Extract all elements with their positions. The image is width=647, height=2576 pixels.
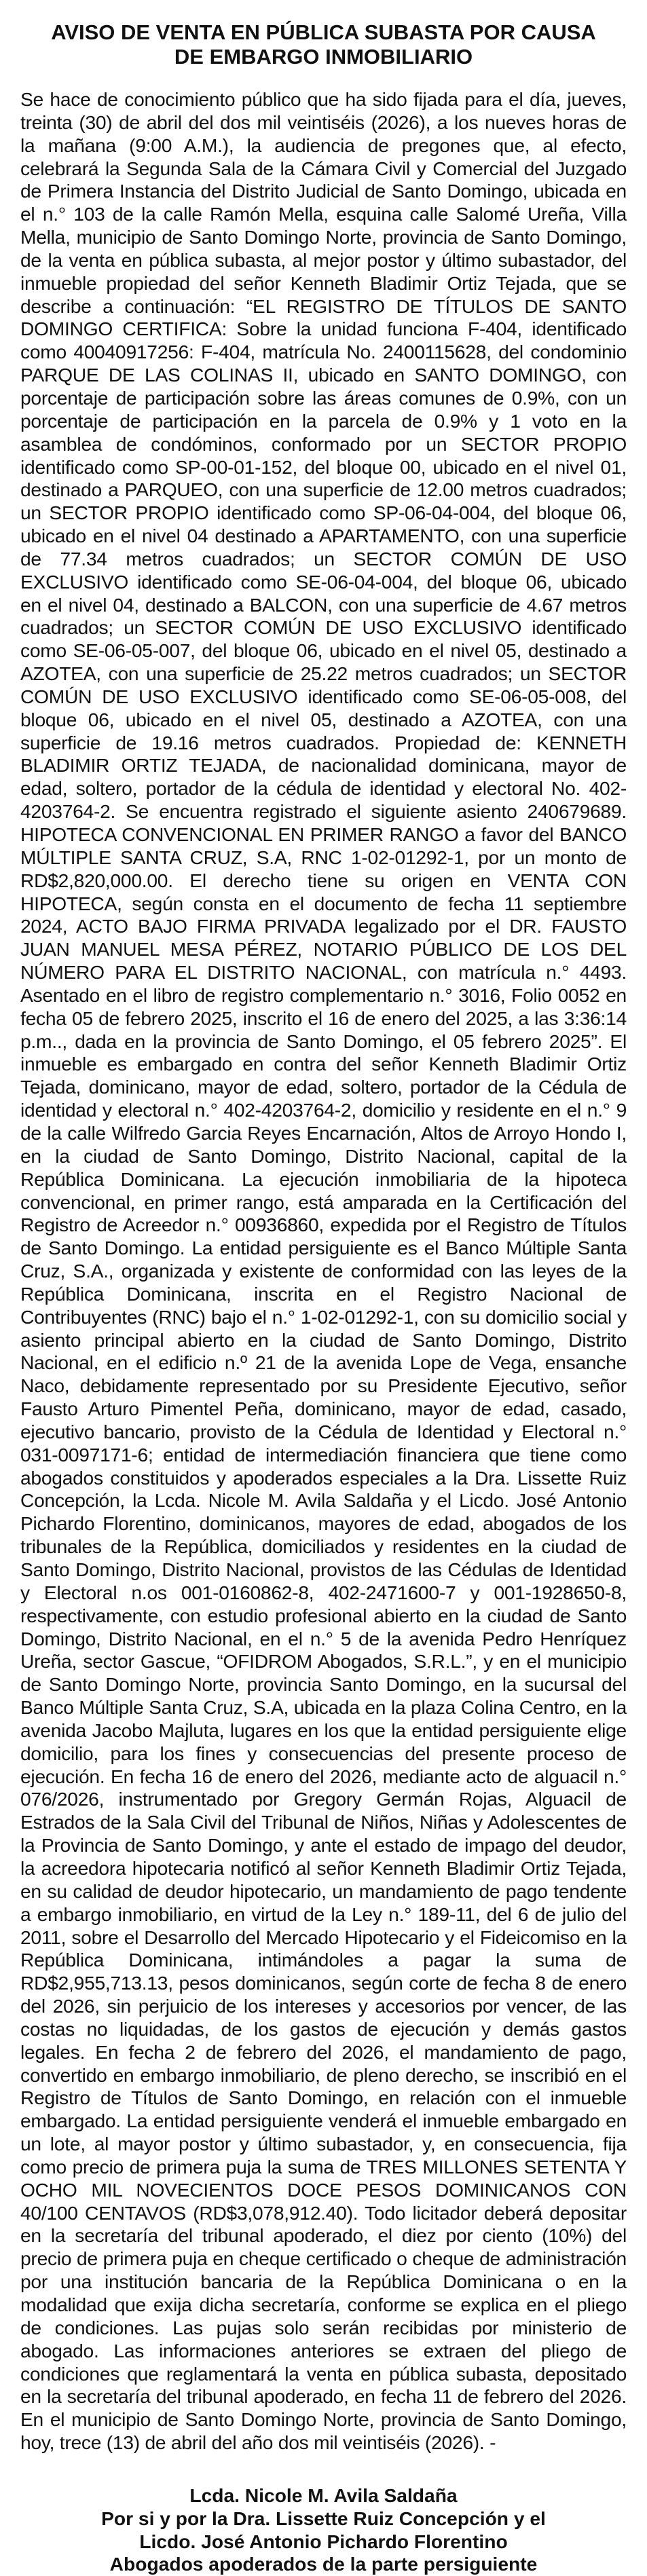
signature-line-1: Lcda. Nicole M. Avila Saldaña	[189, 2484, 458, 2506]
signature-line-3: Licdo. José Antonio Pichardo Florentino	[139, 2530, 508, 2552]
notice-title-line-1: AVISO DE VENTA EN PÚBLICA SUBASTA POR CAUSA	[51, 20, 596, 44]
notice-title	[20, 20, 627, 69]
signature-line-4: Abogados apoderados de la parte persiguiente	[109, 2553, 538, 2575]
notice-title-line-2: DE EMBARGO INMOBILIARIO	[174, 45, 473, 69]
notice-body: Se hace de conocimiento público que ha sido fijada para el día, jueves, treinta (30) de abril del dos mil veintiséis (2026), a los nueves horas de la mañana (9:00 A.M.), la audiencia de pregones que, al efecto, celebrará la Segunda Sala de la Cámara Civil y Comercial del Juzgado de Primera Instancia del Distrito Judicial de Santo Domingo, ubicada en el n.° 103 de la calle Ramón Mella, esquina calle Salomé Ureña, Villa Mella, municipio de Santo Domingo Norte, provincia de Santo Domingo, de la venta en pública subasta, al mejor postor y último subastador, del inmueble propiedad del señor Kenneth Bladimir Ortiz Tejada, que se describe a continuación: “EL REGISTRO DE TÍTULOS DE SANTO DOMINGO CERTIFICA: Sobre la unidad funciona F-404, identificado como 40040917256: F-404, matrícula No. 2400115628, del condominio PARQUE DE LAS COLINAS II, ubicado en SANTO DOMINGO, con porcentaje de participación sobre las áreas comunes de 0.9%, con un porcentaje de participación en la parcela de 0.9% y 1 voto en la asamblea de condóminos, conformado por un SECTOR PROPIO identificado como SP-00-01-152, del bloque 00, ubicado en el nivel 01, destinado a PARQUEO, con una superficie de 12.00 metros cuadrados; un SECTOR PROPIO identificado como SP-06-04-004, del bloque 06, ubicado en el nivel 04 destinado a APARTAMENTO, con una superficie de 77.34 metros cuadrados; un SECTOR COMÚN DE USO EXCLUSIVO identificado como SE-06-04-004, del bloque 06, ubicado en el nivel 04, destinado a BALCON, con una superficie de 4.67 metros cuadrados; un SECTOR COMÚN DE USO EXCLUSIVO identificado como SE-06-05-007, del bloque 06, ubicado en el nivel 05, destinado a AZOTEA, con una superficie de 25.22 metros cuadrados; un SECTOR COMÚN DE USO EXCLUSIVO identificado como SE-06-05-008, del bloque 06, ubicado en el nivel 05, destinado a AZOTEA, con una superficie de 19.16 metros cuadrados. Propiedad de: KENNETH BLADIMIR ORTIZ TEJADA, de nacionalidad dominicana, mayor de edad, soltero, portador de la cédula de identidad y electoral No. 402-4203764-2. Se encuentra registrado el siguiente asiento 240679689. HIPOTECA CONVENCIONAL EN PRIMER RANGO a favor del BANCO MÚLTIPLE SANTA CRUZ, S.A, RNC 1-02-01292-1, por un monto de RD$2,820,000.00. El derecho tiene su origen en VENTA CON HIPOTECA, según consta en el documento de fecha 11 septiembre 2024, ACTO BAJO FIRMA PRIVADA legalizado por el DR. FAUSTO JUAN MANUEL MESA PÉREZ, NOTARIO PÚBLICO DE LOS DEL NÚMERO PARA EL DISTRITO NACIONAL, con matrícula n.° 4493. Asentado en el libro de registro complementario n.° 3016, Folio 0052 en fecha 05 de febrero 2025, inscrito el 16 de enero del 2025, a las 3:36:14 p.m.., dada en la provincia de Santo Domingo, el 05 febrero 2025”. El inmueble es embargado en contra del señor Kenneth Bladimir Ortiz Tejada, dominicano, mayor de edad, soltero, portador de la Cédula de identidad y electoral n.° 402-4203764-2, domicilio y residente en el n.° 9 de la calle Wilfredo Garcia Reyes Encarnación, Altos de Arroyo Hondo I, en la ciudad de Santo Domingo, Distrito Nacional, capital de la República Dominicana. La ejecución inmobiliaria de la hipoteca convencional, en primer rango, está amparada en la Certificación del Registro de Acreedor n.° 00936860, expedida por el Registro de Títulos de Santo Domingo. La entidad persiguiente es el Banco Múltiple Santa Cruz, S.A., organizada y existente de conformidad con las leyes de la República Dominicana, inscrita en el Registro Nacional de Contribuyentes (RNC) bajo el n.° 1-02-01292-1, con su domicilio social y asiento principal abierto en la ciudad de Santo Domingo, Distrito Nacional, en el edificio n.º 21 de la avenida Lope de Vega, ensanche Naco, debidamente representado por su Presidente Ejecutivo, señor Fausto Arturo Pimentel Peña, dominicano, mayor de edad, casado, ejecutivo bancario, provisto de la Cédula de Identidad y Electoral n.° 031-0097171-6; entidad de intermediación financiera que tiene como abogados constituidos y apoderados especiales a la Dra. Lissette Ruiz Concepción, la Lcda. Nicole M. Avila Saldaña y el Licdo. José Antonio Pichardo Florentino, dominicanos, mayores de edad, abogados de los tribunales de la República, domiciliados y residentes en la ciudad de Santo Domingo, Distrito Nacional, provistos de las Cédulas de Identidad y Electoral n.os 001-0160862-8, 402-2471600-7 y 001-1928650-8, respectivamente, con estudio profesional abierto en la ciudad de Santo Domingo, Distrito Nacional, en el n.° 5 de la avenida Pedro Henríquez Ureña, sector Gascue, “OFIDROM Abogados, S.R.L.”, y en el municipio de Santo Domingo Norte, provincia Santo Domingo, en la sucursal del Banco Múltiple Santa Cruz, S.A, ubicada en la plaza Colina Centro, en la avenida Jacobo Majluta, lugares en los que la entidad persiguiente elige domicilio, para los fines y consecuencias del presente proceso de ejecución. En fecha 16 de enero del 2026, mediante acto de alguacil n.° 076/2026, instrumentado por Gregory Germán Rojas, Alguacil de Estrados de la Sala Civil del Tribunal de Niños, Niñas y Adolescentes de la Provincia de Santo Domingo, y ante el estado de impago del deudor, la acreedora hipotecaria notificó al señor Kenneth Bladimir Ortiz Tejada, en su calidad de deudor hipotecario, un mandamiento de pago tendente a embargo inmobiliario, en virtud de la Ley n.° 189-11, del 6 de julio del 2011, sobre el Desarrollo del Mercado Hipotecario y el Fideicomiso en la República Dominicana, intimándoles a pagar la suma de RD$2,955,713.13, pesos dominicanos, según corte de fecha 8 de enero del 2026, sin perjuicio de los intereses y accesorios por vencer, de las costas no liquidadas, de los gastos de ejecución y demás gastos legales. En fecha 2 de febrero del 2026, el mandamiento de pago, convertido en embargo inmobiliario, de pleno derecho, se inscribió en el Registro de Títulos de Santo Domingo, en relación con el inmueble embargado. La entidad persiguiente venderá el inmueble embargado en un lote, al mayor postor y último subastador, y, en consecuencia, fija como precio de primera puja la suma de TRES MILLONES SETENTA Y OCHO MIL NOVECIENTOS DOCE PESOS DOMINICANOS CON 40/100 CENTAVOS (RD$3,078,912.40). Todo licitador deberá depositar en la secretaría del tribunal apoderado, el diez por ciento (10%) del precio de primera puja en cheque certificado o cheque de administración por una institución bancaria de la República Dominicana o en la modalidad que exija dicha secretaría, conforme se explica en el pliego de condiciones. Las pujas solo serán recibidas por ministerio de abogado. Las informaciones anteriores se extraen del pliego de condiciones que reglamentará la venta en pública subasta, depositado en la secretaría del tribunal apoderado, en fecha 11 de febrero del 2026. En el municipio de Santo Domingo Norte, provincia de Santo Domingo, hoy, trece (13) de abril del año dos mil veintiséis (2026). -	[20, 88, 627, 2454]
signature-block	[20, 2484, 627, 2576]
signature-line-2: Por si y por la Dra. Lissette Ruiz Concepción y el	[101, 2507, 546, 2529]
